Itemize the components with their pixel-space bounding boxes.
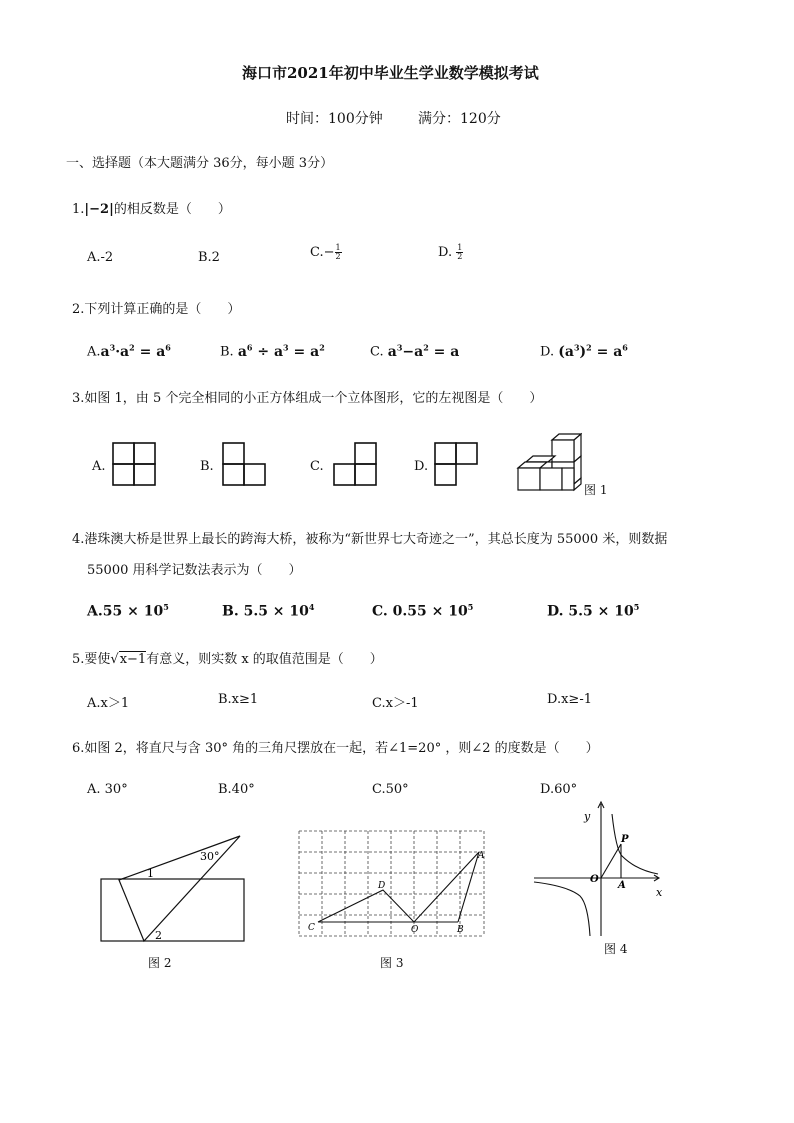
q6-option-b: B.40° — [218, 782, 255, 797]
q4-a-text: A.55 × 10 — [87, 603, 164, 620]
figure-2-caption: 图 2 — [148, 956, 172, 970]
question-6-stem: 6.如图 2，将直尺与含 30° 角的三角尺摆放在一起，若∠1=20° ，则∠2 的度数是（ ） — [72, 741, 599, 756]
figure-3-point-b: B — [457, 925, 464, 935]
q1-stem-text: 的相反数是（ ） — [113, 202, 231, 217]
question-1-stem — [72, 198, 231, 217]
q3-option-d-figure — [434, 442, 480, 486]
q5-option-b: B.x≥1 — [218, 692, 259, 707]
q1-abs-value: |−2| — [84, 202, 114, 217]
q3-option-d-label: D. — [414, 459, 429, 474]
question-4-stem-line-2: 55000 用科学记数法表示为（ ） — [87, 563, 302, 578]
q2-option-c: C. $a^3-a^2 = a$ — [370, 342, 460, 360]
q3-option-c-label: C. — [310, 459, 324, 474]
figure-3-point-a: A — [478, 851, 485, 861]
exam-score: 满分：120分 — [418, 111, 501, 127]
figure-3-point-c: C — [308, 923, 315, 933]
q6-option-c: C.50° — [372, 782, 409, 797]
q4-d-exponent: 5 — [633, 602, 640, 612]
figure-2-angle-1: 1 — [147, 867, 154, 880]
q1-option-c-fraction — [335, 244, 342, 261]
q1-number: 1. — [72, 202, 85, 217]
figure-1-caption: 图 1 — [584, 483, 608, 497]
q1-c-numerator: 1 — [335, 243, 341, 252]
figure-3-point-d: D — [378, 881, 386, 891]
q2-option-a: $A.a^3\cdot a^2 = a^6$ — [87, 342, 171, 360]
q1-option-a: A.-2 — [87, 250, 114, 265]
q1-option-c — [310, 244, 342, 261]
q4-c-exponent: 5 — [467, 602, 474, 612]
figure-3-point-o: O — [411, 925, 419, 935]
figure-4-y-label: y — [584, 810, 591, 823]
q2-c-label: C. — [370, 344, 384, 360]
q1-option-d-fraction — [456, 244, 463, 261]
q5-option-d: D.x≥-1 — [547, 692, 592, 707]
q2-option-d: D. $(a^3)^2 = a^6$ — [540, 342, 628, 360]
q5-option-c: C.x＞-1 — [372, 696, 419, 711]
figure-2-angle-2: 2 — [155, 929, 162, 942]
figure-3-caption: 图 3 — [380, 956, 404, 970]
section-heading: 一、选择题（本大题满分 36分，每小题 3分） — [66, 156, 334, 171]
q1-c-denominator: 2 — [335, 252, 341, 261]
q4-option-a — [87, 602, 169, 620]
q1-option-d-label: D. — [438, 245, 457, 260]
figure-4-origin: O — [590, 874, 599, 885]
q5-stem-suffix: 有意义，则实数 x 的取值范围是（ ） — [146, 652, 383, 667]
figure-4-caption: 图 4 — [604, 942, 628, 956]
q4-b-text: B. 5.5 × 10 — [222, 603, 309, 620]
q3-option-b-figure — [222, 442, 268, 486]
q2-option-b: B. $a^6 \div a^3 = a^2$ — [220, 342, 325, 360]
q2-a-label: A. — [87, 344, 101, 360]
figure-4-x-label: x — [656, 886, 663, 899]
q3-option-b-label: B. — [200, 459, 214, 474]
q2-d-label: D. — [540, 344, 555, 360]
q4-a-exponent: 5 — [163, 602, 169, 612]
q4-option-c — [372, 602, 473, 620]
sqrt-sign: √ — [110, 652, 119, 667]
figure-4-hyperbola — [530, 796, 670, 938]
figure-3-grid — [296, 828, 490, 940]
figure-2-angle-30: 30° — [200, 850, 220, 863]
question-3-stem: 3.如图 1，由 5 个完全相同的小正方体组成一个立体图形，它的左视图是（ ） — [72, 391, 543, 406]
q6-option-a: A. 30° — [87, 782, 128, 797]
exam-title: 海口市2021年初中毕业生学业数学模拟考试 — [242, 64, 539, 82]
q1-option-b: B.2 — [198, 250, 220, 265]
question-5-stem — [72, 648, 383, 667]
q2-b-label: B. — [220, 344, 234, 360]
question-4-stem-line-1: 4.港珠澳大桥是世界上最长的跨海大桥，被称为“新世界七大奇迹之一”，其总长度为 55000 米，则数据 — [72, 532, 668, 547]
question-2-stem: 2.下列计算正确的是（ ） — [72, 302, 241, 317]
exam-time: 时间：100分钟 — [286, 111, 383, 127]
q5-radicand: x−1 — [119, 652, 147, 667]
figure-4-point-a: A — [618, 880, 626, 891]
q3-option-a-label: A. — [92, 459, 106, 474]
q3-option-c-figure — [333, 442, 379, 486]
figure-1-cubes — [516, 432, 582, 496]
q4-d-text: D. 5.5 × 10 — [547, 603, 634, 620]
q5-option-a: A.x＞1 — [87, 696, 130, 711]
q4-c-text: C. 0.55 × 10 — [372, 603, 468, 620]
q1-d-numerator: 1 — [457, 243, 463, 252]
q5-stem-prefix: 5.要使 — [72, 652, 111, 667]
q1-option-c-label: C.− — [310, 245, 335, 260]
q4-option-b — [222, 602, 314, 620]
figure-2-ruler-triangle — [100, 832, 246, 944]
q4-b-exponent: 4 — [308, 602, 315, 612]
q1-option-d — [438, 244, 463, 261]
figure-4-point-p: P — [621, 834, 629, 845]
q3-option-a-figure — [112, 442, 158, 486]
q1-d-denominator: 2 — [457, 252, 463, 261]
q6-option-d: D.60° — [540, 782, 578, 797]
q4-option-d — [547, 602, 639, 620]
